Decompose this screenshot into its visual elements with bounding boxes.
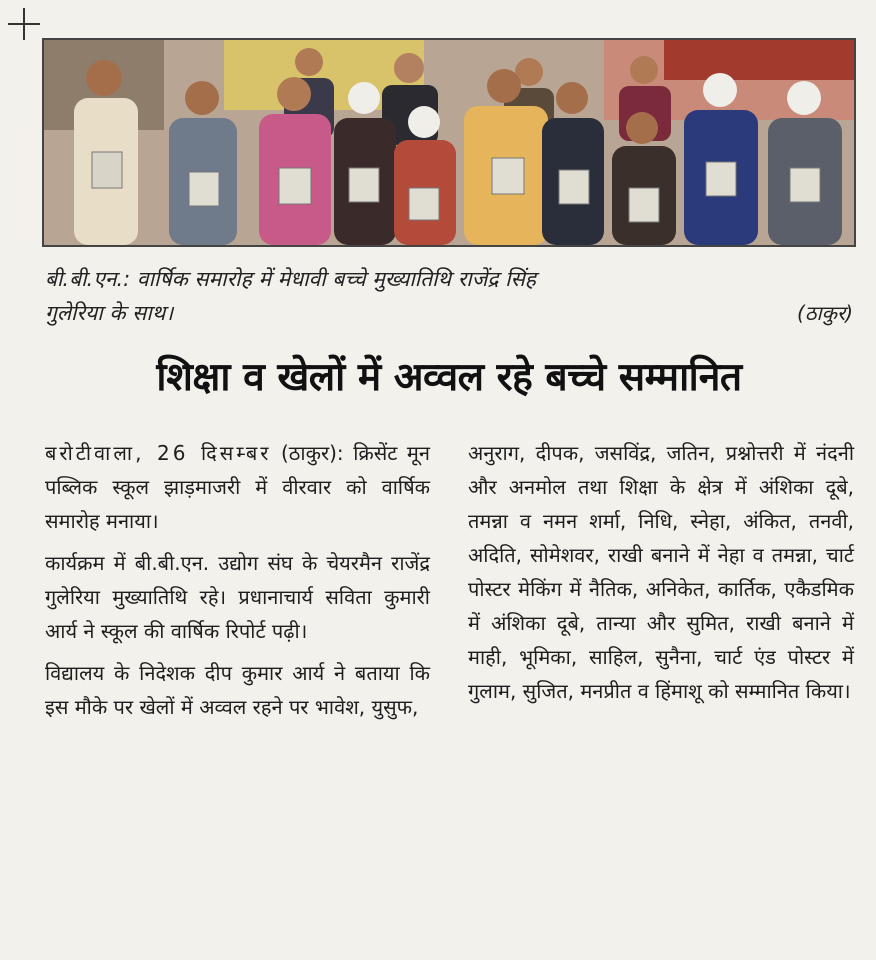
article-paragraph: कार्यक्रम में बी.बी.एन. उद्योग संघ के चेयरमैन राजेंद्र गुलेरिया मुख्यातिथि रहे। प्रधानाचार्य सविता कुमारी आर्य ने स्कूल की वार्षिक रिपोर्ट पढ़ी। <box>45 551 430 643</box>
caption-line-2: गुलेरिया के साथ। <box>45 301 174 325</box>
dateline: बरोटीवाला, 26 दिसम्बर <box>45 441 272 465</box>
article-column-left <box>45 436 430 732</box>
caption-line-1: बी.बी.एन.: वार्षिक समारोह में मेधावी बच्चे मुख्यातिथि राजेंद्र सिंह <box>45 267 536 291</box>
news-photo <box>42 38 856 247</box>
article-paragraph: अनुराग, दीपक, जसविंद्र, जतिन, प्रश्नोत्तरी में नंदनी और अनमोल तथा शिक्षा के क्षेत्र में अंशिका दूबे, तमन्ना व नमन शर्मा, निधि, स्नेहा, अंकित, तनवी, अदिति, सोमेशवर, राखी बनाने में नेहा व तमन्ना, चार्ट पोस्टर मेकिंग में नैतिक, अनिकेत, कार्तिक, एकैडमिक में अंशिका दूबे, तान्या और सुमित, राखी बनाने में माही, भूमिका, साहिल, सुनैना, चार्ट एंड पोस्टर में गुलाम, सुजित, मनप्रीत व हिंमाशू को सम्मानित किया। <box>468 441 854 703</box>
photo-caption <box>45 262 853 330</box>
article-column-right <box>468 436 854 716</box>
article-paragraph <box>45 436 430 538</box>
crop-mark-icon <box>8 8 40 40</box>
article-headline: शिक्षा व खेलों में अव्वल रहे बच्चे सम्मानित <box>156 355 742 400</box>
paragraph-text: (ठाकुर): क्रिसेंट मून पब्लिक स्कूल झाड़माजरी में वीरवार को वार्षिक समारोह मनाया। <box>45 441 430 533</box>
article-paragraph: विद्यालय के निदेशक दीप कुमार आर्य ने बताया कि इस मौके पर खेलों में अव्वल रहने पर भावेश, युसुफ, <box>45 661 430 719</box>
photo-credit: (ठाकुर) <box>797 301 853 325</box>
